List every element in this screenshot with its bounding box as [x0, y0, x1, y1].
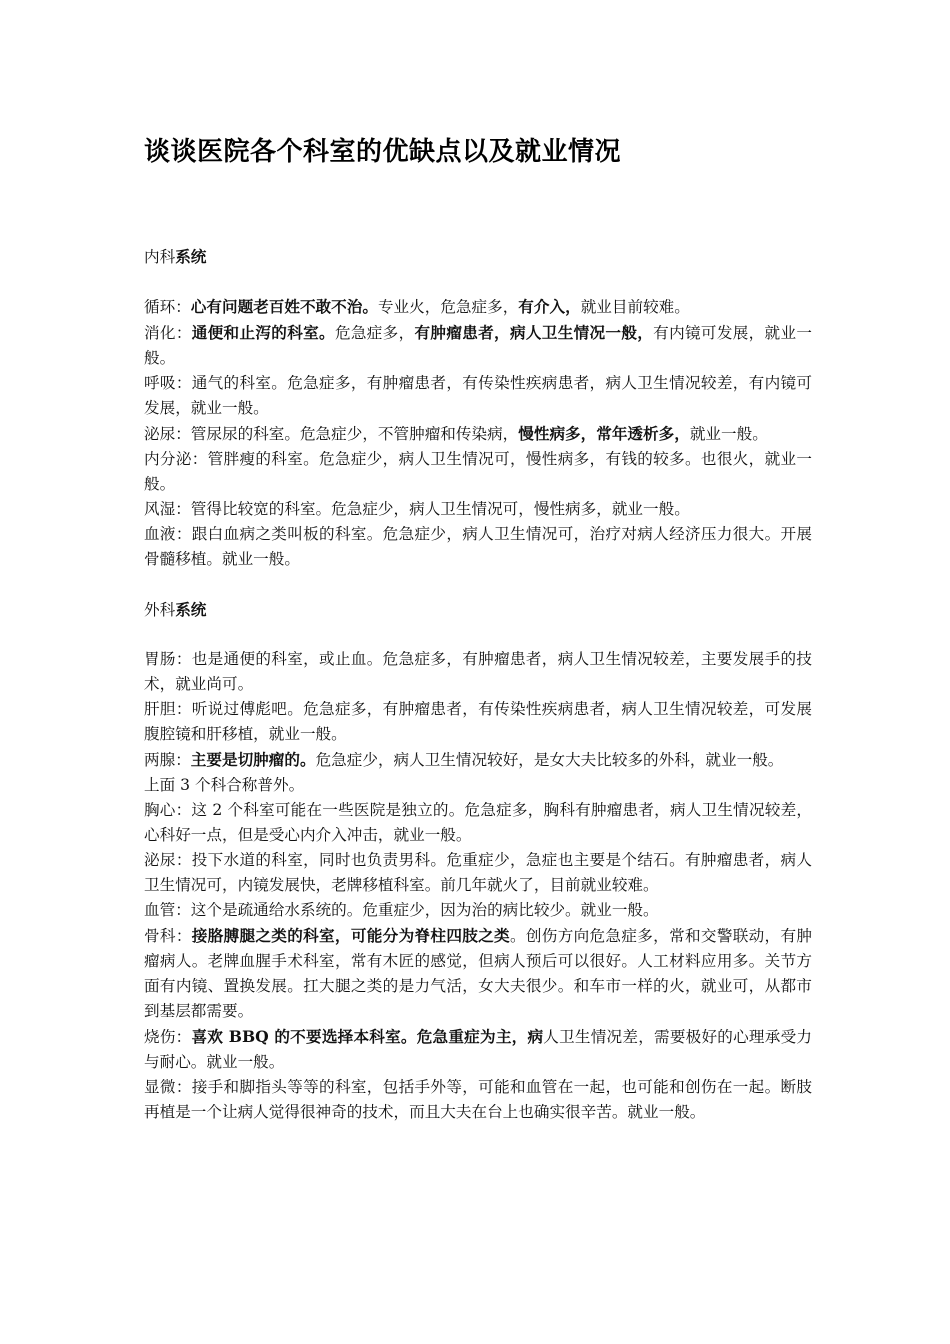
- entry-urology: 泌尿：投下水道的科室，同时也负责男科。危重症少，急症也主要是个结石。有肿瘤患者，病人卫生情况可，内镜发展快，老牌移植科室。前几年就火了，目前就业较难。: [144, 851, 812, 894]
- section-heading-internal-medicine: [144, 244, 812, 269]
- entry-nephrology: 泌尿：管尿尿的科室。危急症少，不管肿瘤和传染病，慢性病多，常年透析多，就业一般。: [144, 424, 768, 443]
- entry-hematology: 血液：跟白血病之类叫板的科室。危急症少，病人卫生情况可，治疗对病人经济压力很大。开展骨髓移植。就业一般。: [144, 525, 812, 568]
- document-body: [144, 244, 812, 1125]
- entry-digestive: 消化：通便和止泻的科室。危急症多，有肿瘤患者，病人卫生情况一般，有内镜可发展，就业一般。: [144, 323, 812, 367]
- section-heading-plain: 内科: [144, 248, 176, 266]
- entry-glands: 两腺：主要是切肿瘤的。危急症少，病人卫生情况较好，是女大夫比较多的外科，就业一般。: [144, 750, 784, 769]
- page-title: 谈谈医院各个科室的优缺点以及就业情况: [144, 137, 622, 167]
- entry-rheumatology: 风湿：管得比较宽的科室。危急症少，病人卫生情况可，慢性病多，就业一般。: [144, 500, 690, 518]
- entry-general-surgery-note: 上面 3 个科合称普外。: [144, 776, 305, 794]
- entry-respiratory: 呼吸：通气的科室。危急症多，有肿瘤患者，有传染性疾病患者，病人卫生情况较差，有内镜可发展，就业一般。: [144, 374, 812, 417]
- entry-endocrinology: 内分泌：管胖瘦的科室。危急症少，病人卫生情况可，慢性病多，有钱的较多。也很火，就业一般。: [144, 450, 812, 493]
- section-heading-bold: 系统: [175, 247, 207, 266]
- entry-orthopedics: 骨科：接胳膊腿之类的科室，可能分为脊柱四肢之类。创伤方向危急症多，常和交警联动，有肿瘤病人。老牌血腥手术科室，常有木匠的感觉，但病人预后可以很好。人工材料应用多。关节方面有内镜、置换发展。扛大腿之类的是力气活，女大夫很少。和车市一样的火，就业可，从都市到基层都需要。: [144, 926, 812, 1020]
- entry-burns: 烧伤：喜欢 BBQ 的不要选择本科室。危急重症为主，病人卫生情况差，需要极好的心理承受力与耐心。就业一般。: [144, 1027, 812, 1071]
- entry-cardiothoracic: 胸心：这 2 个科室可能在一些医院是独立的。危急症多，胸科有肿瘤患者，病人卫生情况较差，心科好一点，但是受心内介入冲击，就业一般。: [144, 801, 812, 844]
- entry-circulation: 循环：心有问题老百姓不敢不治。专业火，危急症多，有介入，就业目前较难。: [144, 297, 690, 316]
- section-heading-bold: 系统: [175, 600, 207, 619]
- section-heading-plain: 外科: [144, 601, 176, 619]
- entry-microsurgery: 显微：接手和脚指头等等的科室，包括手外等，可能和血管在一起，也可能和创伤在一起。断肢再植是一个让病人觉得很神奇的技术，而且大夫在台上也确实很辛苦。就业一般。: [144, 1078, 812, 1121]
- entry-hepatobiliary: 肝胆：听说过傅彪吧。危急症多，有肿瘤患者，有传染性疾病患者，病人卫生情况较差，可发展腹腔镜和肝移植，就业一般。: [144, 700, 812, 743]
- entry-vascular: 血管：这个是疏通给水系统的。危重症少，因为治的病比较少。就业一般。: [144, 901, 659, 919]
- section-heading-surgery: [144, 597, 812, 622]
- entry-gastrointestinal: 胃肠：也是通便的科室，或止血。危急症多，有肿瘤患者，病人卫生情况较差，主要发展手的技术，就业尚可。: [144, 650, 812, 693]
